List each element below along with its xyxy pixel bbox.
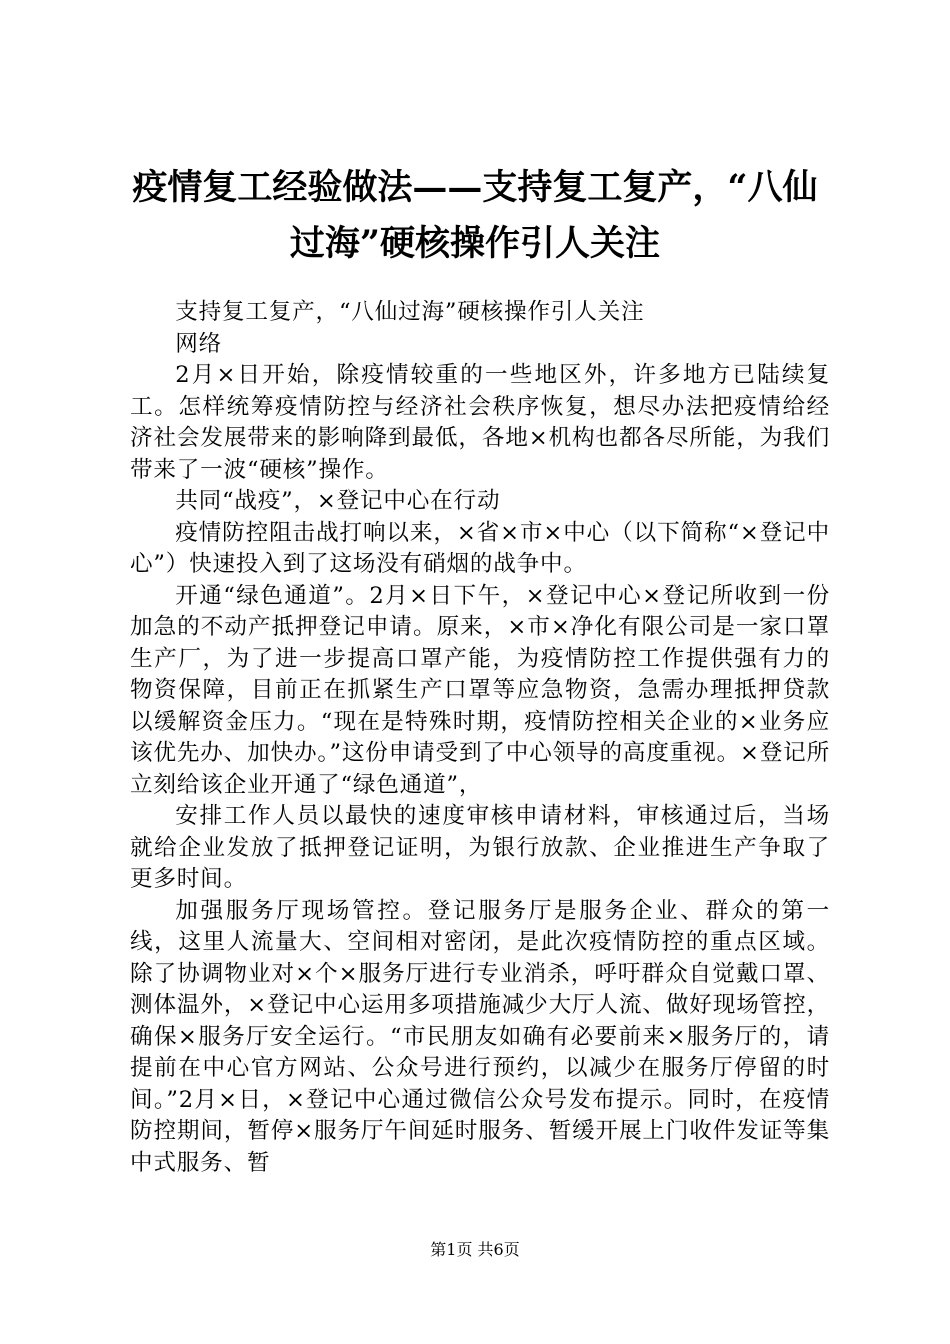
body-paragraph: 2月×日开始，除疫情较重的一些地区外，许多地方已陆续复工。怎样统筹疫情防控与经济社会秩序恢复，想尽办法把疫情给经济社会发展带来的影响降到最低，各地×机构也都各尽所能，为我们带来了一波“硬核”操作。 — [130, 362, 830, 483]
title-line-2: 过海”硬核操作引人关注 — [289, 223, 661, 264]
document-title — [100, 160, 850, 272]
body-paragraph: 安排工作人员以最快的速度审核申请材料，审核通过后，当场就给企业发放了抵押登记证明，为银行放款、企业推进生产争取了更多时间。 — [130, 803, 830, 892]
title-line-1: 疫情复工经验做法——支持复工复产，“八仙 — [132, 167, 818, 208]
subtitle-paragraph: 支持复工复产，“八仙过海”硬核操作引人关注 — [175, 299, 645, 325]
section-heading: 共同“战疫”，×登记中心在行动 — [175, 488, 501, 514]
page-footer: 第1页 共6页 — [430, 1240, 520, 1259]
body-paragraph: 开通“绿色通道”。2月×日下午，×登记中心×登记所收到一份加急的不动产抵押登记申请。原来，×市×净化有限公司是一家口罩生产厂，为了进一步提高口罩产能，为疫情防控工作提供强有力的物资保障，目前正在抓紧生产口罩等应急物资，急需办理抵押贷款以缓解资金压力。“现在是特殊时期，疫情防控相关企业的×业务应该优先办、加快办。”这份申请受到了中心领导的高度重视。×登记所立刻给该企业开通了“绿色通道”， — [130, 582, 830, 798]
document-body — [130, 297, 830, 1179]
body-paragraph: 加强服务厅现场管控。登记服务厅是服务企业、群众的第一线，这里人流量大、空间相对密闭，是此次疫情防控的重点区域。除了协调物业对×个×服务厅进行专业消杀，呼吁群众自觉戴口罩、测体温外，×登记中心运用多项措施减少大厅人流、做好现场管控，确保×服务厅安全运行。“市民朋友如确有必要前来×服务厅的，请提前在中心官方网站、公众号进行预约，以减少在服务厅停留的时间。”2月×日，×登记中心通过微信公众号发布提示。同时，在疫情防控期间，暂停×服务厅午间延时服务、暂缓开展上门收件发证等集中式服务、暂 — [130, 897, 830, 1176]
body-paragraph: 疫情防控阻击战打响以来，×省×市×中心（以下简称“×登记中心”）快速投入到了这场没有硝烟的战争中。 — [130, 519, 830, 577]
source-paragraph: 网络 — [175, 330, 222, 357]
